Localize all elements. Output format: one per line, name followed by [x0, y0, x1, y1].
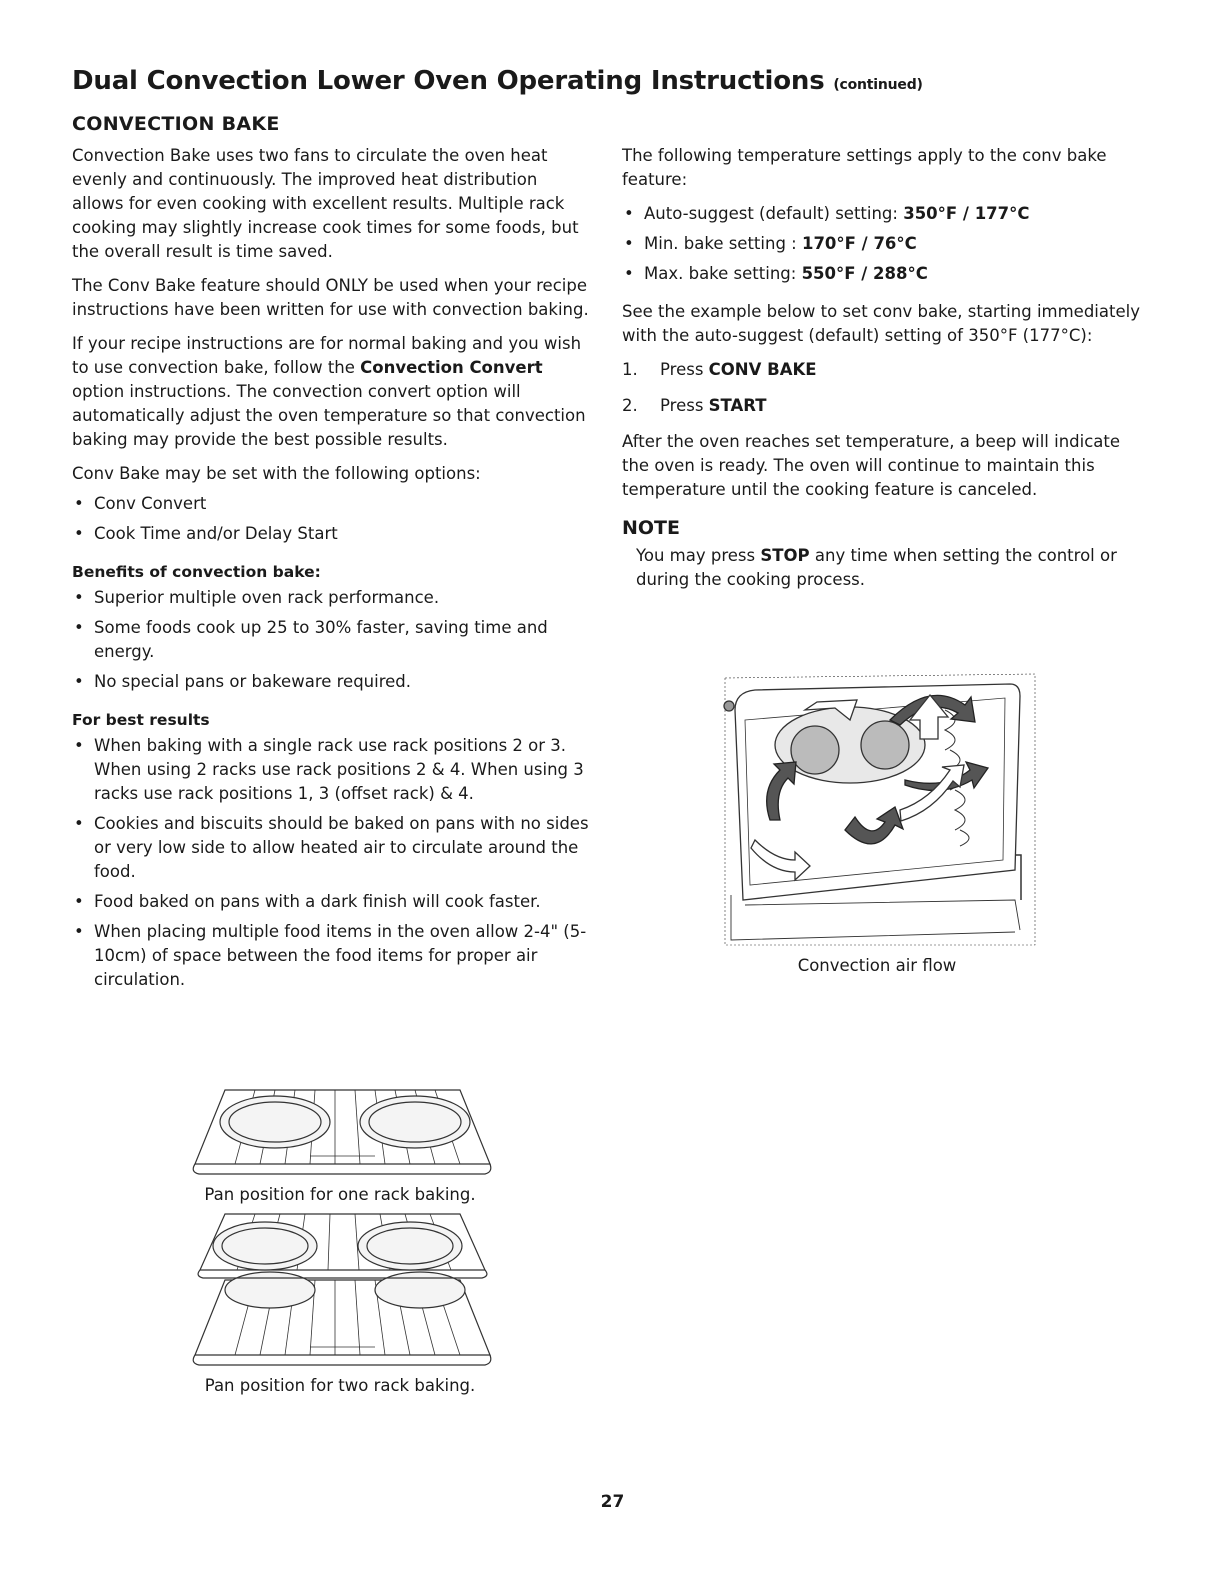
note-title: NOTE — [622, 517, 680, 539]
left-column — [72, 112, 592, 1000]
setting-label: Max. bake setting: — [644, 264, 802, 283]
step-number: 1. — [622, 360, 638, 379]
list-item: • Food baked on pans with a dark finish will cook faster. — [72, 890, 592, 914]
section-heading: CONVECTION BAKE — [72, 113, 280, 135]
step-key: CONV BAKE — [708, 360, 817, 379]
page-title — [72, 66, 923, 96]
setting-label: Min. bake setting : — [644, 234, 802, 253]
air-flow-caption: Convection air flow — [797, 956, 957, 975]
benefits-title: Benefits of convection bake: — [72, 563, 321, 581]
one-rack-figure — [180, 1084, 500, 1204]
benefits-list — [72, 586, 592, 694]
conv-bake-only-paragraph: The Conv Bake feature should ONLY be used when your recipe instructions have been written for use with convection baking. — [72, 276, 589, 319]
setting-value: 550°F / 288°C — [801, 264, 928, 283]
list-item — [622, 232, 1152, 256]
page-title-text: Dual Convection Lower Oven Operating Instructions — [72, 66, 825, 96]
list-item: • When placing multiple food items in the oven allow 2-4" (5-10cm) of space between the food items for proper air circulation. — [72, 920, 592, 992]
note-bold: STOP — [760, 546, 810, 565]
convert-paragraph — [72, 332, 592, 452]
page-number: 27 — [600, 1492, 625, 1512]
options-list — [72, 492, 592, 546]
step-key: START — [708, 396, 767, 415]
intro-paragraph: Convection Bake uses two fans to circulate the oven heat evenly and continuously. The improved heat distribution allows for even cooking with excellent results. Multiple rack cooking may slightly increase cook times for some foods, but the overall result is time saved. — [72, 146, 579, 261]
step-text: Press — [660, 360, 709, 379]
list-item: • Superior multiple oven rack performance. — [72, 586, 592, 610]
setting-label: Auto-suggest (default) setting: — [644, 204, 904, 223]
list-item: • Cookies and biscuits should be baked on pans with no sides or very low side to allow heated air to circulate around the food. — [72, 812, 592, 884]
two-rack-illustration — [185, 1210, 495, 1370]
one-rack-caption: Pan position for one rack baking. — [204, 1185, 476, 1204]
list-item — [622, 262, 1152, 286]
steps-list — [622, 358, 1152, 418]
settings-list — [622, 202, 1152, 286]
list-item — [622, 202, 1152, 226]
step-text: Press — [660, 396, 709, 415]
continued-label: (continued) — [833, 77, 923, 93]
list-item: • When baking with a single rack use rack positions 2 or 3. When using 2 racks use rack positions 2 & 4. When using 3 racks use rack positions 1, 3 (offset rack) & 4. — [72, 734, 592, 806]
after-paragraph: After the oven reaches set temperature, a beep will indicate the oven is ready. The oven will continue to maintain this temperature until the cooking feature is canceled. — [622, 432, 1121, 499]
step-item — [622, 394, 1152, 418]
setting-value: 170°F / 76°C — [801, 234, 917, 253]
settings-intro: The following temperature settings apply to the conv bake feature: — [622, 146, 1107, 189]
best-results-title: For best results — [72, 711, 210, 729]
setting-value: 350°F / 177°C — [903, 204, 1030, 223]
air-flow-figure — [712, 670, 1042, 975]
best-results-list — [72, 734, 592, 992]
step-item — [622, 358, 1152, 382]
note-text-a: You may press — [636, 546, 761, 565]
two-rack-caption: Pan position for two rack baking. — [204, 1376, 476, 1395]
list-item: • No special pans or bakeware required. — [72, 670, 592, 694]
example-paragraph: See the example below to set conv bake, starting immediately with the auto-suggest (default) setting of 350°F (177°C): — [622, 302, 1140, 345]
note-text-b: any time when setting the control or during the cooking process. — [636, 546, 1117, 589]
two-rack-figure — [180, 1210, 500, 1395]
air-flow-illustration — [715, 670, 1040, 950]
list-item: • Some foods cook up 25 to 30% faster, saving time and energy. — [72, 616, 592, 664]
convert-bold: Convection Convert — [360, 358, 543, 377]
list-item: • Cook Time and/or Delay Start — [72, 522, 592, 546]
options-paragraph: Conv Bake may be set with the following options: — [72, 464, 481, 483]
convert-text-b: option instructions. The convection convert option will automatically adjust the oven temperature so that convection baking may provide the best possible results. — [72, 382, 586, 449]
note-body — [622, 544, 1152, 592]
one-rack-illustration — [185, 1084, 495, 1179]
convert-text-a: If your recipe instructions are for normal baking and you wish to use convection bake, follow the — [72, 334, 582, 377]
step-number: 2. — [622, 396, 638, 415]
list-item: • Conv Convert — [72, 492, 592, 516]
right-column — [622, 144, 1152, 602]
